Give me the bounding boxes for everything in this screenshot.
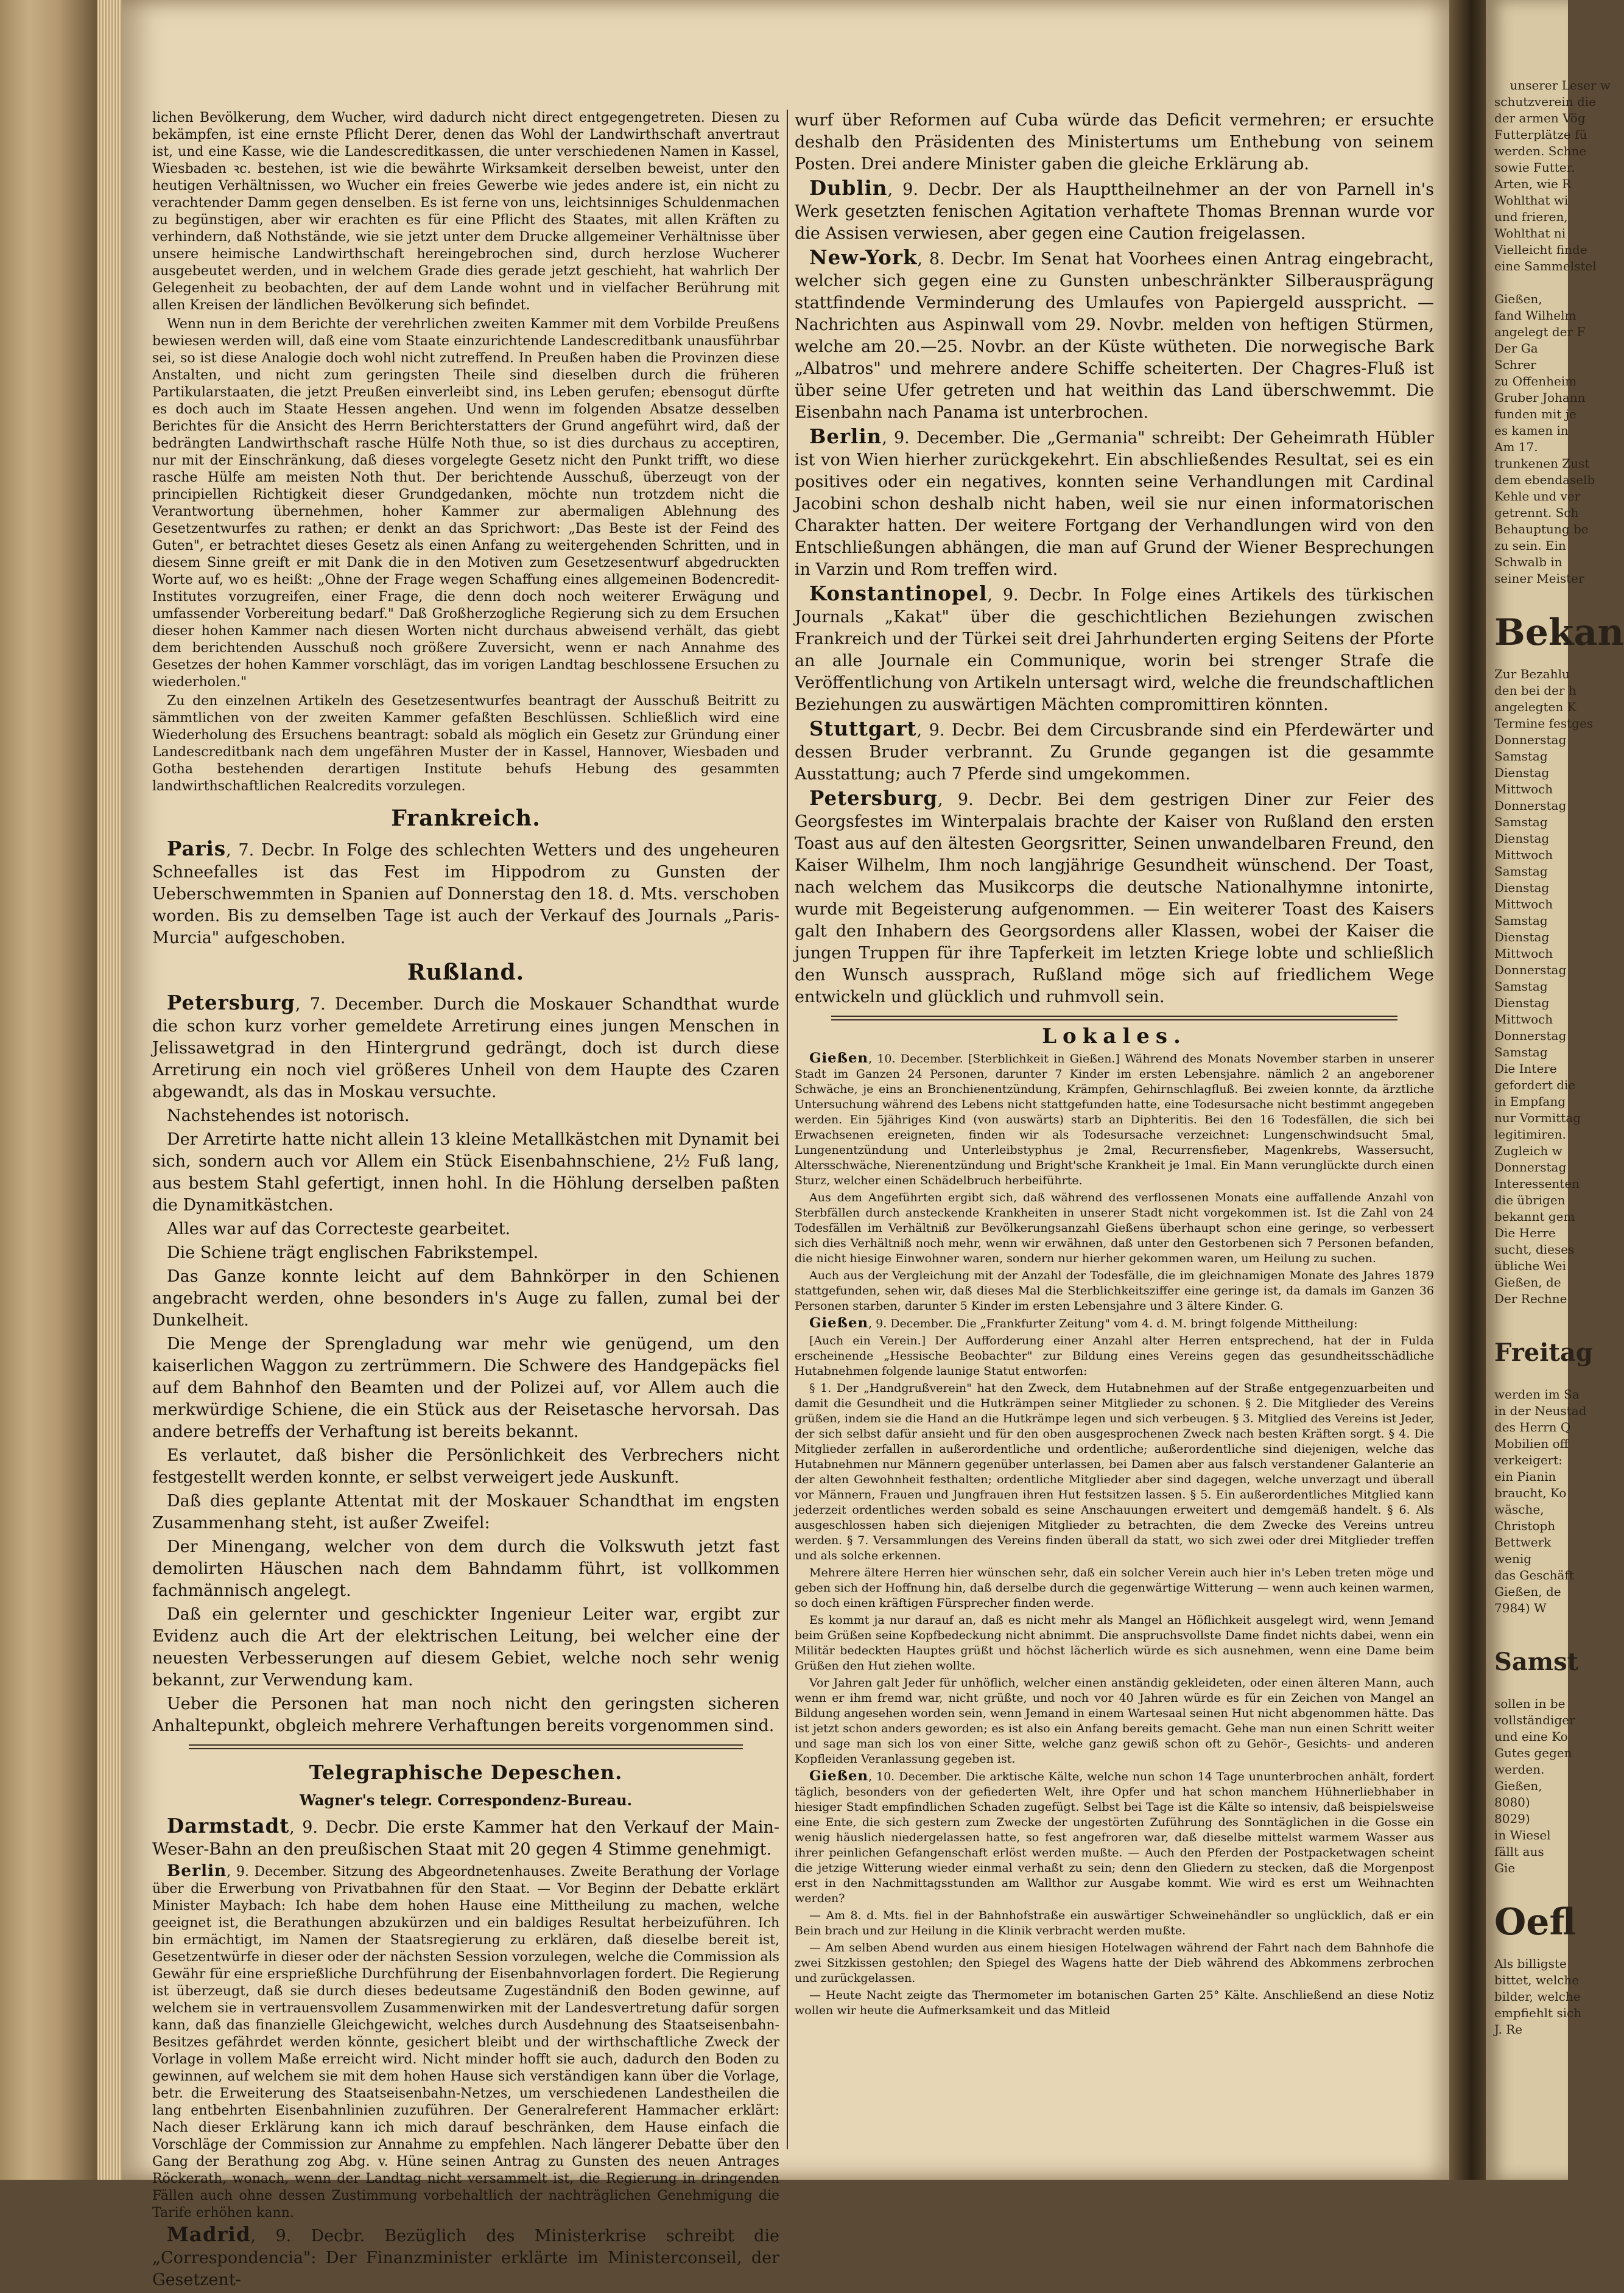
dateline-place: Petersburg: [809, 787, 938, 810]
adjacent-freitag-text: werden im Sa in der Neustad des Herrn Q Mobilien off verkeigert: ein Pianin braucht, Ko wäsche, Christoph Bettwerk wenig das Geschäft Gießen, de 7984) W: [1494, 1387, 1587, 1615]
article-giessen-verein: Gießen, 9. December. Die „Frankfurter Zeitung" vom 4. d. M. bringt folgende Mittheilung: [Auch ein Verein.] Der Aufforderung einer Anzahl alter Herren entsprechend, hat der in Fulda erscheinende „Hessische Beobachter" zur Bildung eines Vereins gegen das gesundheitsschädliche Hutabnehmen folgende launige Statut entworfen: § 1. Der „Handgrußverein" hat den Zweck, dem Hutabnehmen auf der Straße entgegenzuarbeiten und damit die Gesundheit und die Hutkrämpen seiner Mitglieder zu schonen. § 2. Die Mitglieder des Vereins grüßen, indem sie die Hand an die Hutkrämpe legen und sich verbeugen. § 3. Mitglied des Vereins ist Jeder, der sich selbst dafür ansieht und für den oben ausgesprochenen Zweck nach besten Kräften sorgt. § 4. Die Mitglieder zerfallen in außerordentliche und ordentliche; außerordentliche sind diejenigen, welche das Hutabnehmen nur Männern gegenüber unterlassen, bei Damen aber aus falsch verstandener Galanterie an der alten Gewohnheit festhalten; ordentliche Mitglieder aber sind dagegen, welche unverzagt und überall vor Männern, Frauen und Jungfrauen ihren Hut festsitzen lassen. § 5. Ein außerordentliches Mitglied kann jederzeit ordentliches werden sobald es seine Anschauungen erweitert und demgemäß handelt. § 6. Als ausgeschlossen haben sich diejenigen Mitglieder zu betrachten, die dem Zwecke des Vereins untreu werden. § 7. Versammlungen des Vereins finden überall da statt, wo sich zwei oder drei Mitglieder treffen und als solche erkennen. Mehrere ältere Herren hier wünschen sehr, daß ein solcher Verein auch hier in's Leben treten möge und geben sich der Hoffnung hin, daß derselbe durch die gegenwärtige Witterung — wenn auch keinen warmen, so doch einen kräftigen Fürsprecher finden werde. Es kommt ja nur darauf an, daß es nicht mehr als Mangel an Höflichkeit ausgelegt wird, wenn Jemand beim Grüßen seine Kopfbedeckung nicht abnimmt. Die anspruchsvollste Dame findet nichts dabei, wenn ein Militär bedeckten Hauptes grüßt und höchst lächerlich würde es sich ausnehmen, wenn eine Dame beim Grüßen den Hut ziehen wollte. Vor Jahren galt Jeder für unhöflich, welcher einen anständig gekleideten, oder einen älteren Mann, auch wenn er ihm fremd war, nicht grüßte, und noch vor 40 Jahren würde es für ein Zeichen von Mangel an Bildung angesehen worden sein, wenn Jemand in einem Wartesaal seinen Hut nicht abgenommen hätte. Das ist jetzt schon anders geworden; es ist also ein Anfang bereits gemacht. Gehe man nun einen Schritt weiter und sage man sich los von einer Sitte, welche ganz gewiß schon oft zu Gehör-, Gesichts- und anderen Kopfleiden Veranlassung gegeben ist.: [795, 1315, 1434, 1766]
adjacent-heading-freitag: Freitag: [1494, 1338, 1593, 1367]
article-darmstadt: Darmstadt, 9. Decbr. Die erste Kammer hat den Verkauf der Main-Weser-Bahn an den preußischen Staat mit 20 gegen 4 Stimme genehmigt.: [152, 1814, 779, 1859]
dateline-place: New-York: [809, 246, 918, 269]
column-divider: [787, 110, 788, 2149]
dateline-place: Berlin: [167, 1861, 227, 1880]
book-binding: [0, 0, 97, 2180]
dateline-place: Berlin: [809, 425, 882, 448]
dateline-place: Madrid: [167, 2223, 251, 2246]
dateline-place: Darmstadt: [167, 1814, 290, 1838]
page-edges: [97, 0, 122, 2180]
page-gutter: [1449, 0, 1486, 2180]
section-title-telegraphic: Telegraphische Depeschen.: [309, 1761, 623, 1784]
section-title-lokales: Lokales.: [1042, 1024, 1187, 1048]
article-madrid: Madrid, 9. Decbr. Bezüglich des Ministerkrise schreibt die „Correspondencia": Der Finanzminister erklärte im Ministerconseil, der Gesetzent-: [152, 2223, 779, 2289]
adjacent-samst-text: sollen in be vollständiger und eine Ko Gutes gegen werden. Gießen, 8080) 8029) in Wiesel fällt aus Gie: [1494, 1696, 1575, 1875]
newspaper-page: [122, 0, 1449, 2289]
dateline-place: Gießen: [809, 1315, 869, 1331]
dateline-place: Konstantinopel: [809, 582, 988, 605]
section-title-frankreich: Frankreich.: [391, 806, 541, 831]
dateline-place: Gießen: [809, 1768, 869, 1784]
article-paris: Paris, 7. Decbr. In Folge des schlechten Wetters und des ungeheuren Schneefalles ist das Fest im Hippodrom zu Gunsten der Ueberschwemmten in Spanien auf Donnerstag den 18. d. Mts. verschoben worden. Bis zu demselben Tage ist auch der Verkauf des Journals „Paris-Murcia" aufgeschoben.: [152, 837, 779, 947]
article-landescredit: lichen Bevölkerung, dem Wucher, wird dadurch nicht direct entgegengetreten. Diesen zu bekämpfen, ist eine ernste Pflicht Derer, denen das Wohl der Landwirthschaft anvertraut ist, und eine Kasse, wie die Landescreditkassen, die unter verschiedenen Namen in Kassel, Wiesbaden ꝛc. bestehen, ist wie die bewährte Wirksamkeit derselben beweist, unter den heutigen Verhältnissen, wo Wucher ein freies Gewerbe wie jedes andere ist, ein nicht zu verachtender Damm gegen denselben. Es ist ferne von uns, leichtsinniges Schuldenmachen zu begünstigen, aber wir erachten es für eine Pflicht des Staates, mit allen Kräften zu verhindern, daß Nothstände, wie sie jetzt unter dem Drucke allgemeiner Verhältnisse über unsere heimische Landwirthschaft hereingebrochen sind, durch herzlose Wucherer ausgebeutet werden, und in welchem Grade dies gerade jetzt geschieht, hat wahrlich Der Gelegenheit zu beobachten, der auf dem Lande wohnt und in vielfacher Berührung mit allen Kreisen der ländlichen Bevölkerung sich befindet. Wenn nun in dem Berichte der verehrlichen zweiten Kammer mit dem Vorbilde Preußens bewiesen werden will, daß eine vom Staate einzurichtende Landescreditbank unausführbar sei, so ist diese Analogie doch wohl nicht zutreffend. In Preußen haben die Provinzen diese Anstalten, und nicht zum geringsten Theile sind dieselben durch die früheren Partikularstaaten, die jetzt Preußen einverleibt sind, ins Leben gerufen; ebensogut dürfte es doch auch im Staate Hessen angehen. Und wenn im folgenden Absatze desselben Berichtes für die Ansicht des Herrn Berichterstatters der Grund angeführt wird, daß der bedrängten Landwirthschaft rasche Hülfe Noth thue, so ist dies durchaus zu acceptiren, nur mit der Einschränkung, daß dieses vorgelegte Gesetz nicht den Punkt trifft, wo diese rasche Hülfe am meisten Noth thut. Der berichtende Ausschuß, überzeugt von der principiellen Richtigkeit dieser Grundgedanken, möchte nun trotzdem nicht die Verantwortung übernehmen, hoher Kammer zur abermaligen Ablehnung des Gesetzentwurfes zu rathen; er denkt an das Sprichwort: „Das Beste ist der Feind des Guten", er betrachtet dieses Gesetz als einen Anfang zu weitergehenden Schritten, und in diesem Sinne greift er mit Dank die in den Motiven zum Gesetzesentwurf abgedruckten Worte auf, wo es heißt: „Ohne der Frage wegen Schaffung eines allgemeinen Bodencredit-Institutes vorzugreifen, einer Frage, die denn doch noch weiterer Erwägung und umfassender Vorbereitung bedarf." Daß Großherzogliche Regierung sich zu dem Ersuchen dieser hohen Kammer nach diesen Worten nicht durchaus abweisend verhält, das giebt dem berichtenden Ausschuß noch größere Zuversicht, wenn er nach Annahme des Gesetzes der hohen Kammer vorschlägt, das im vorigen Landtag beschlossene Ersuchen zu wiederholen." Zu den einzelnen Artikeln des Gesetzesentwurfes beantragt der Ausschuß Beitritt zu sämmtlichen von der zweiten Kammer gefaßten Beschlüssen. Schließlich wird eine Wiederholung des Ersuchens beantragt: sobald als möglich ein Gesetz zur Gründung einer Landescreditbank nach dem ungefähren Muster der in Kassel, Hannover, Wiesbaden und Gotha bestehenden derartigen Institute behufs Hebung des gesammten landwirthschaftlichen Realcredits vorzulegen.: [152, 110, 779, 794]
dateline-place: Gießen: [809, 1050, 869, 1066]
article-giessen-sterblichkeit: Gießen, 10. December. [Sterblichkeit in Gießen.] Während des Monats November starben in unserer Stadt im Ganzen 24 Personen, darunter 7 Kinder im ersten Lebensjahre. nämlich 2 an angeborener Schwäche, je eins an Bronchienentzündung, Krämpfen, Gehirnschlagfluß. Bei zweien konnte, da ärztliche Untersuchung während des Lebens nicht stattgefunden hatte, eine Todesursache nicht bestimmt angegeben werden. Ein 5jähriges Kind (von auswärts) starb an Diphteritis. Bei den 16 Todesfällen, die sich bei Erwachsenen ereigneten, finden wir als Todesursache verzeichnet: Lungenschwindsucht 5mal, Lungenentzündung und Unterleibstyphus je 2mal, Recurrensfieber, Magenkrebs, Wassersucht, Altersschwäche, Nierenentzündung und Bright'sche Krankheit je 1mal. Ein Mann verunglückte durch einen Sturz, welcher einen Schädelbruch herbeiführte. Aus dem Angeführten ergibt sich, daß während des verflossenen Monats eine auffallende Anzahl von Sterbfällen durch ansteckende Krankheiten in unserer Stadt nicht vorgekommen ist. Ist die Zahl von 24 Todesfällen im Verhältniß zur Bevölkerungsanzahl Gießens überhaupt schon eine geringe, so verbessert sich dies Verhältniß noch mehr, wenn wir erwähnen, daß unter den Gestorbenen sich 7 Personen befanden, die nicht hiesige Einwohner waren, sondern nur hierher gekommen waren, um Heilung zu suchen. Auch aus der Vergleichung mit der Anzahl der Todesfälle, die im gleichnamigen Monate des Jahres 1879 stattgefunden, sehen wir, daß dieses Mal die Sterblichkeitsziffer eine geringe ist, da damals im Ganzen 36 Personen starben, darunter 5 Kinder im ersten Lebensjahre und 3 ältere Kinder. G.: [795, 1050, 1434, 1313]
bureau-subtitle: Wagner's telegr. Correspondenz-Bureau.: [300, 1791, 632, 1809]
article-berlin: Berlin, 9. December. Sitzung des Abgeordnetenhauses. Zweite Berathung der Vorlage über die Erwerbung von Privatbahnen für den Staat. — Vor Beginn der Debatte erklärt Minister Maybach: Ich habe dem hohen Hause eine Mittheilung zu machen, welche geeignet ist, die Berathungen abzukürzen und ein baldiges Resultat herbeizuführen. Ich bin ermächtigt, im Namen der Staatsregierung zu erklären, daß dieselbe bereit ist, Gesetzentwürfe in dieser oder der nächsten Session vorzulegen, welche die Commission als Gewähr für eine ersprießliche Durchführung der Eisenbahnvorlagen fordert. Die Regierung ist überzeugt, daß sie durch dieses bedeutsame Zugeständniß den Boden gewinne, auf welchem sie in vertrauensvollem Zusammenwirken mit der Landesvertretung dafür sorgen kann, daß das finanzielle Gleichgewicht, welches durch Ausdehnung des Staatseisenbahn-Besitzes gefährdet werden könnte, gesichert bleibt und der wirthschaftliche Zweck der Vorlage in vollem Maße erreicht wird. Nicht minder hofft sie auch, dadurch den Boden zu gewinnen, auf welchem sie mit dem hohen Hause sich verständigen kann über die Vorlage, betr. die Erweiterung des Staatseisenbahn-Netzes, um verschiedenen Landestheilen die lang entbehrten Eisenbahnlinien zuzuführen. Der Generalreferent Hammacher erklärt: Nach dieser Erklärung kann ich mich darauf beschränken, dem Hause einfach die Vorschläge der Commission zur Annahme zu empfehlen. Nach längerer Debatte über den Gang der Berathung zog Abg. v. Hüne seinen Antrag zu Gunsten des neuen Antrages Röckerath, wonach, wenn der Landtag nicht versammelt ist, die Regierung in dringenden Fällen auch ohne dessen Zustimmung vorbehaltlich der nachträglichen Genehmigung die Tarife erhöhen kann.: [152, 1861, 779, 2221]
dateline-place: Petersburg: [167, 991, 295, 1014]
right-column: [795, 110, 1434, 2020]
section-rule: [831, 1016, 1397, 1020]
adjacent-heading-samst: Samst: [1494, 1648, 1579, 1676]
dateline-place: Dublin: [809, 177, 888, 200]
adjacent-heading-oefl: Oefl: [1494, 1901, 1577, 1944]
adjacent-page-strip: [1486, 0, 1624, 2180]
dateline-place: Paris: [167, 837, 227, 860]
adjacent-page-text: [1494, 61, 1624, 2054]
left-column: [152, 110, 779, 2293]
adjacent-top-text: unserer Leser w schutzverein die der armen Vög Futterplätze fü werden. Schne sowie Futter. Arten, wie R Wohlthat wi und frieren, Wohlthat ni Vielleicht finde eine Sammelstel: [1494, 78, 1611, 273]
article-giessen-kaelte: Gießen, 10. December. Die arktische Kälte, welche nun schon 14 Tage ununterbrochen anhält, fordert täglich, besonders von der gefiederten Welt, ihre Opfer und hat schon manchem Hühnerliebhaber in hiesiger Stadt empfindlichen Schaden zugefügt. Selbst bei Tage ist die Kälte so intensiv, daß beispielsweise eine Ente, die sich gestern zum Zwecke der ungestörten Zuführung des Sonntäglichen in die Gosse ein wenig häuslich niedergelassen hatte, so fest angefroren war, daß dieselbe mittelst warmem Wasser aus ihrer peinlichen Gefangenschaft erlöst werden mußte. — Auch den Pferden der Postpacketwagen scheint die jetzige Witterung wieder einmal verhaßt zu sein; denn den Gliedern zu stecken, daß die Morgenpost erst in den Nachmittagsstunden am Wallthor zur Ausgabe kommt. Wie wird es erst um Weihnachten werden? — Am 8. d. Mts. fiel in der Bahnhofstraße ein auswärtiger Schweinehändler so unglücklich, daß er ein Bein brach und zur Heilung in die Klinik verbracht werden mußte. — Am selben Abend wurden aus einem hiesigen Hotelwagen während der Fahrt nach dem Bahnhofe die zwei Sitzkissen gestohlen; den Spiegel des Wagens hatte der Dieb während des Abkommens zerbrochen und zurückgelassen. — Heute Nacht zeigte das Thermometer im botanischen Garten 25° Kälte. Anschließend an diese Notiz wollen wir heute die Aufmerksamkeit und das Mitleid: [795, 1768, 1434, 2017]
adjacent-oefl-text: Als billigste bittet, welche bilder, welche empfiehlt sich J. Re: [1494, 1956, 1582, 2037]
section-title-russland: Rußland.: [407, 960, 525, 985]
adjacent-heading-bekan: Bekan: [1494, 611, 1624, 654]
adjacent-giessen-text: Gießen, fand Wilhelm angelegt der F Der Ga Schrer zu Offenheim Gruber Johann funden mit je es kamen in Am 17. trunkenen Zust dem ebendaselb Kehle und ver getrennt. Sch Behauptung be zu sein. Ein Schwalb in seiner Meister: [1494, 292, 1595, 586]
adjacent-bekan-text: Zur Bezahlu den bei der h angelegten K Termine festges Donnerstag Samstag Dienstag Mittwoch Donnerstag Samstag Dienstag Mittwoch Samstag Dienstag Mittwoch Samstag Dienstag Mittwoch Donnerstag Samstag Dienstag Mittwoch Donnerstag Samstag Die Intere gefordert die in Empfang nur Vormittag legitimiren. Zugleich w Donnerstag Interessenten die übrigen bekannt gem Die Herre sucht, dieses übliche Wei Gießen, de Der Rechne: [1494, 667, 1594, 1306]
telegram-continuation: wurf über Reformen auf Cuba würde das Deficit vermehren; er ersuchte deshalb den Präsidenten des Ministertums um Enthebung von seinem Posten. Drei andere Minister gaben die gleiche Erklärung ab. Dublin, 9. Decbr. Der als Haupttheilnehmer an der von Parnell in's Werk gesetzten fenischen Agitation verhaftete Thomas Brennan wurde vor die Assisen verwiesen, aber gegen eine Caution freigelassen. New-York, 8. Decbr. Im Senat hat Voorhees einen Antrag eingebracht, welcher sich gegen eine zu Gunsten unbeschränkter Silberausprägung stattfindende Verminderung des Umlaufes von Papiergeld ausspricht. — Nachrichten aus Aspinwall vom 29. Novbr. melden von heftigen Stürmen, welche am 20.—25. Novbr. an der Küste wütheten. Die norwegische Bark „Albatros" und mehrere andere Schiffe scheiterten. Der Chagres-Fluß ist über seine Ufer getreten und hat weithin das Land überschwemmt. Die Eisenbahn nach Panama ist unterbrochen. Berlin, 9. December. Die „Germania" schreibt: Der Geheimrath Hübler ist von Wien hierher zurückgekehrt. Ein abschließendes Resultat, sei es ein positives oder ein negatives, konnten seine Verhandlungen mit Cardinal Jacobini schon deshalb nicht haben, weil sie nur einen informatorischen Charakter hatten. Der weitere Fortgang der Verhandlungen wird von den Entschließungen abhängen, die man auf Grund der Wiener Besprechungen in Varzin und Rom treffen wird. Konstantinopel, 9. Decbr. In Folge eines Artikels des türkischen Journals „Kakat" über die geschichtlichen Beziehungen zwischen Frankreich und der Türkei seit drei Jahrhunderten erging Seitens der Pforte an alle Journale ein Communique, worin bei strenger Strafe die Veröffentlichung von Artikeln untersagt wird, welche die freundschaftlichen Beziehungen zu auswärtigen Mächten compromittiren könnten. Stuttgart, 9. Decbr. Bei dem Circusbrande sind ein Pferdewärter und dessen Bruder verbrannt. Zu Grunde gegangen ist die gesammte Ausstattung; auch 7 Pferde sind umgekommen. Petersburg, 9. Decbr. Bei dem gestrigen Diner zur Feier des Georgsfestes im Winterpalais brachte der Kaiser von Rußland den ersten Toast aus auf den ältesten Georgsritter, Seinen unwandelbaren Freund, den Kaiser Wilhelm, Ihm noch langjährige Gesundheit wünschend. Der Toast, nach welchem das Musikcorps die deutsche Nationalhymne intonirte, wurde mit Begeisterung aufgenommen. — Ein weiterer Toast des Kaisers galt den Inhabern des Georgsordens aller Klassen, wobei der Kaiser die jungen Truppen für ihre Tapferkeit im letzten Kriege lobte und schließlich den Wunsch aussprach, Rußland möge sich auf friedlichem Wege entwickeln und glücklich und ruhmvoll sein.: [795, 111, 1434, 1006]
section-rule: [189, 1744, 743, 1749]
article-petersburg: Petersburg, 7. December. Durch die Moskauer Schandthat wurde die schon kurz vorher gemeldete Arretirung eines jungen Menschen in Jelissawetgrad in den Hintergrund gedrängt, doch ist durch diese Arretirung ein noch viel größeres Unheil von dem Haupte des Czaren abgewandt, als das in Moskau versuchte. Nachstehendes ist notorisch. Der Arretirte hatte nicht allein 13 kleine Metallkästchen mit Dynamit bei sich, sondern auch vor Allem ein Stück Eisenbahnschiene, 2½ Fuß lang, aus bestem Stahl gefertigt, innen hohl. In die Höhlung derselben paßten die Dynamitkästchen. Alles war auf das Correcteste gearbeitet. Die Schiene trägt englischen Fabrikstempel. Das Ganze konnte leicht auf dem Bahnkörper in den Schienen angebracht werden, ohne besonders in's Auge zu fallen, zumal bei der Dunkelheit. Die Menge der Sprengladung war mehr wie genügend, um den kaiserlichen Waggon zu zertrümmern. Die Schwere des Handgepäcks fiel auf dem Bahnhof den Beamten und der Polizei auf, vor Allem auch die merkwürdige Schiene, die ein Stück aus der Reisetasche hervorsah. Das andere betreffs der Verhaftung ist bereits bekannt. Es verlautet, daß bisher die Persönlichkeit des Verbrechers nicht festgestellt werden konnte, er selbst verweigert jede Auskunft. Daß dies geplante Attentat mit der Moskauer Schandthat im engsten Zusammenhang steht, ist außer Zweifel: Der Minengang, welcher von dem durch die Volkswuth jetzt fast demolirten Häuschen nach dem Bahndamm führt, ist vollkommen fachmännisch angelegt. Daß ein gelernter und geschickter Ingenieur Leiter war, ergibt zur Evidenz auch die Art der elektrischen Leitung, bei welcher eine der neuesten Verbesserungen auf diesem Gebiet, welche noch sehr wenig bekannt, zur Verwendung kam. Ueber die Personen hat man noch nicht den geringsten sicheren Anhaltepunkt, obgleich mehrere Verhaftungen bereits vorgenommen sind.: [152, 991, 779, 1735]
dateline-place: Stuttgart: [809, 717, 917, 740]
